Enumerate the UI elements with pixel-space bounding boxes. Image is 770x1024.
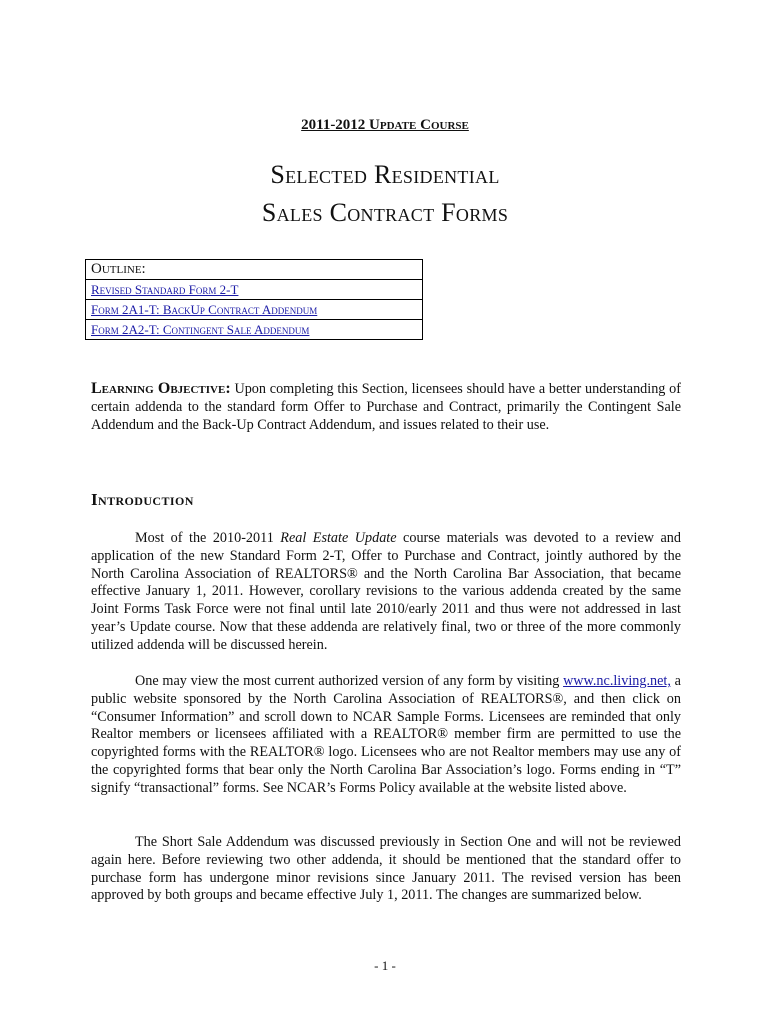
intro-p2-text-a: One may view the most current authorized version of any form by visiting	[135, 673, 564, 689]
title-line-2: Sales Contract Forms	[261, 198, 509, 227]
intro-paragraph-3: The Short Sale Addendum was discussed previously in Section One and will not be reviewed again here. Before reviewing two other addenda, it should be mentioned that the standard offer to purchase form has undergone minor revisions since January 2011. The revised version has been approved by both groups and became effective July 1, 2011. The changes are summarized below.	[91, 834, 681, 904]
intro-p1-text-b: course materials was devoted to a review and application of the new Standard Form 2-T, Offer to Purchase and Contract, jointly authored by the North Carolina Association of REALTORS® and the North Carolina Bar Association, that became effective January 1, 2011. However, corollary revisions to the various addenda created by the same Joint Forms Task Force were not final until late 2010/early 2011 and thus were not addressed in last year’s Update course. Now that these addenda are relatively final, two or three of the more commonly utilized addenda will be discussed herein.	[91, 530, 681, 653]
website-link[interactable]: www.nc.living.net,	[563, 673, 671, 689]
outline-link-form-2a1t[interactable]: Form 2A1-T: BackUp Contract Addendum	[91, 302, 318, 317]
outline-heading: Outline:	[86, 260, 422, 280]
intro-paragraph-2	[91, 673, 681, 798]
learning-objective-text: Upon completing this Section, licensees should have a better understanding of certain addenda to the standard form Offer to Purchase and Contract, primarily the Contingent Sale Addendum and the Back-Up Contract Addendum, and issues related to their use.	[91, 381, 682, 433]
intro-p1-text-a: Most of the 2010-2011	[135, 530, 281, 546]
title-line-1: Selected Residential	[270, 160, 500, 189]
intro-p1-italic: Real Estate Update	[280, 530, 397, 546]
intro-p2-text-b: a public website sponsored by the North Carolina Association of REALTORS®, and then click on “Consumer Information” and scroll down to NCAR Sample Forms. Licensees are reminded that only Realtor members or licensees affiliated with a REALTOR® member firm are permitted to use the copyrighted forms with the REALTOR® logo. Licensees who are not Realtor members may use any of the copyrighted forms that bear only the North Carolina Bar Association’s logo. Forms ending in “T” signify “transactional” forms. See NCAR’s Forms Policy available at the website listed above.	[91, 673, 681, 796]
outline-link-form-2a2t[interactable]: Form 2A2-T: Contingent Sale Addendum	[91, 322, 310, 337]
document-title	[0, 156, 770, 232]
outline-link-form-2t[interactable]: Revised Standard Form 2-T	[91, 282, 239, 297]
introduction-heading: Introduction	[91, 490, 194, 509]
outline-box	[85, 259, 423, 340]
learning-objective	[91, 380, 681, 434]
course-title: 2011-2012 Update Course	[301, 117, 469, 133]
learning-objective-label: Learning Objective:	[91, 380, 231, 397]
intro-paragraph-1	[91, 530, 681, 655]
page-number: - 1 -	[374, 958, 396, 973]
